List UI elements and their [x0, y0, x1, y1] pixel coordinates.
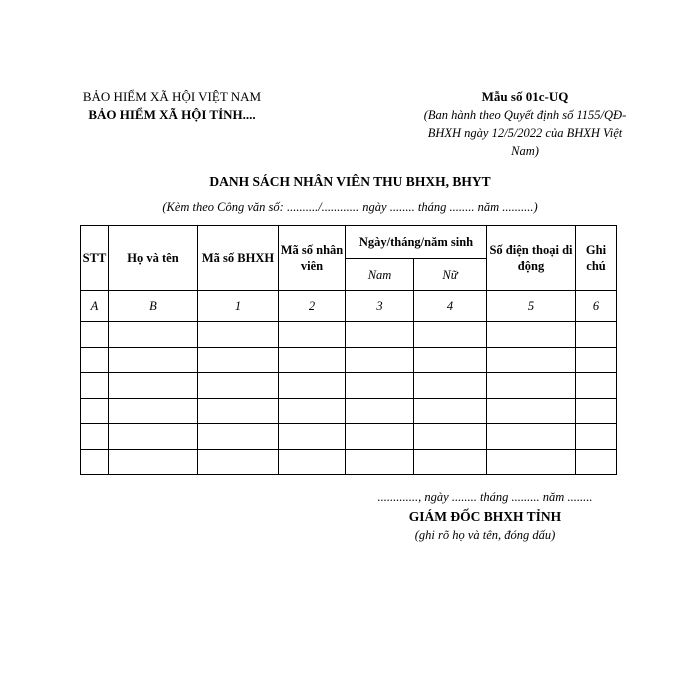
table-cell	[109, 373, 198, 399]
sub-agency-name: BẢO HIỂM XÃ HỘI TỈNH....	[88, 107, 256, 122]
index-cell: B	[109, 291, 198, 322]
header-insurance-code: Mã số BHXH	[198, 226, 279, 291]
table-cell	[576, 449, 617, 475]
table-cell	[198, 424, 279, 450]
staff-list-table	[80, 225, 617, 475]
table-cell	[109, 347, 198, 373]
table-cell	[487, 424, 576, 450]
table-cell	[576, 322, 617, 348]
signature-block	[360, 488, 610, 545]
table-cell	[487, 322, 576, 348]
table-cell	[414, 449, 487, 475]
table-cell	[279, 449, 346, 475]
signer-note: (ghi rõ họ và tên, đóng dấu)	[414, 528, 556, 542]
table-row	[81, 322, 617, 348]
table-cell	[414, 322, 487, 348]
header-note: Ghi chú	[576, 226, 617, 291]
issuing-agency-block	[80, 88, 264, 124]
table-cell	[487, 347, 576, 373]
table-cell	[414, 424, 487, 450]
table-cell	[81, 424, 109, 450]
table-cell	[346, 424, 414, 450]
index-cell: 1	[198, 291, 279, 322]
table-cell	[81, 449, 109, 475]
table-cell	[576, 347, 617, 373]
table-cell	[346, 398, 414, 424]
table-cell	[198, 449, 279, 475]
table-cell	[576, 373, 617, 399]
table-row	[81, 424, 617, 450]
table-cell	[346, 373, 414, 399]
document-title: DANH SÁCH NHÂN VIÊN THU BHXH, BHYT	[209, 174, 491, 189]
index-cell: 2	[279, 291, 346, 322]
date-line: ............., ngày ........ tháng ......... năm ........	[377, 490, 593, 504]
table-cell	[279, 373, 346, 399]
header-name: Họ và tên	[109, 226, 198, 291]
form-info-block	[420, 88, 630, 160]
column-index-row	[81, 291, 617, 322]
index-cell: 4	[414, 291, 487, 322]
header-phone: Số điện thoại di động	[487, 226, 576, 291]
index-cell: 3	[346, 291, 414, 322]
table-row	[81, 398, 617, 424]
signer-title: GIÁM ĐỐC BHXH TỈNH	[408, 509, 562, 524]
header-female: Nữ	[414, 259, 487, 291]
table-cell	[346, 347, 414, 373]
table-cell	[81, 373, 109, 399]
table-cell	[279, 424, 346, 450]
header-employee-code: Mã số nhân viên	[279, 226, 346, 291]
index-cell: 5	[487, 291, 576, 322]
table-cell	[81, 347, 109, 373]
table-cell	[414, 373, 487, 399]
table-cell	[576, 398, 617, 424]
table-cell	[198, 398, 279, 424]
index-cell: 6	[576, 291, 617, 322]
table-cell	[346, 322, 414, 348]
table-cell	[81, 398, 109, 424]
document-subtitle: (Kèm theo Công văn số: ........../............ ngày ........ tháng ........ năm ..........)	[162, 200, 538, 214]
header-male: Nam	[346, 259, 414, 291]
table-row	[81, 449, 617, 475]
table-cell	[198, 322, 279, 348]
index-cell: A	[81, 291, 109, 322]
table-cell	[576, 424, 617, 450]
table-cell	[109, 322, 198, 348]
table-cell	[346, 449, 414, 475]
agency-name: BẢO HIỂM XÃ HỘI VIỆT NAM	[82, 89, 262, 104]
table-row	[81, 373, 617, 399]
table-cell	[279, 322, 346, 348]
table-cell	[487, 398, 576, 424]
table-cell	[109, 398, 198, 424]
header-stt: STT	[81, 226, 109, 291]
form-code: Mẫu số 01c-UQ	[481, 89, 569, 104]
header-date-of-birth: Ngày/tháng/năm sinh	[346, 226, 487, 259]
table-cell	[487, 373, 576, 399]
table-cell	[109, 424, 198, 450]
table-cell	[279, 398, 346, 424]
table-cell	[414, 398, 487, 424]
table-cell	[487, 449, 576, 475]
table-cell	[414, 347, 487, 373]
issued-by-note: (Ban hành theo Quyết định số 1155/QĐ-BHXH ngày 12/5/2022 của BHXH Việt Nam)	[423, 108, 627, 158]
table-cell	[198, 347, 279, 373]
table-row	[81, 347, 617, 373]
table-cell	[81, 322, 109, 348]
table-cell	[279, 347, 346, 373]
table-cell	[198, 373, 279, 399]
blank-rows	[81, 322, 617, 475]
table-cell	[109, 449, 198, 475]
